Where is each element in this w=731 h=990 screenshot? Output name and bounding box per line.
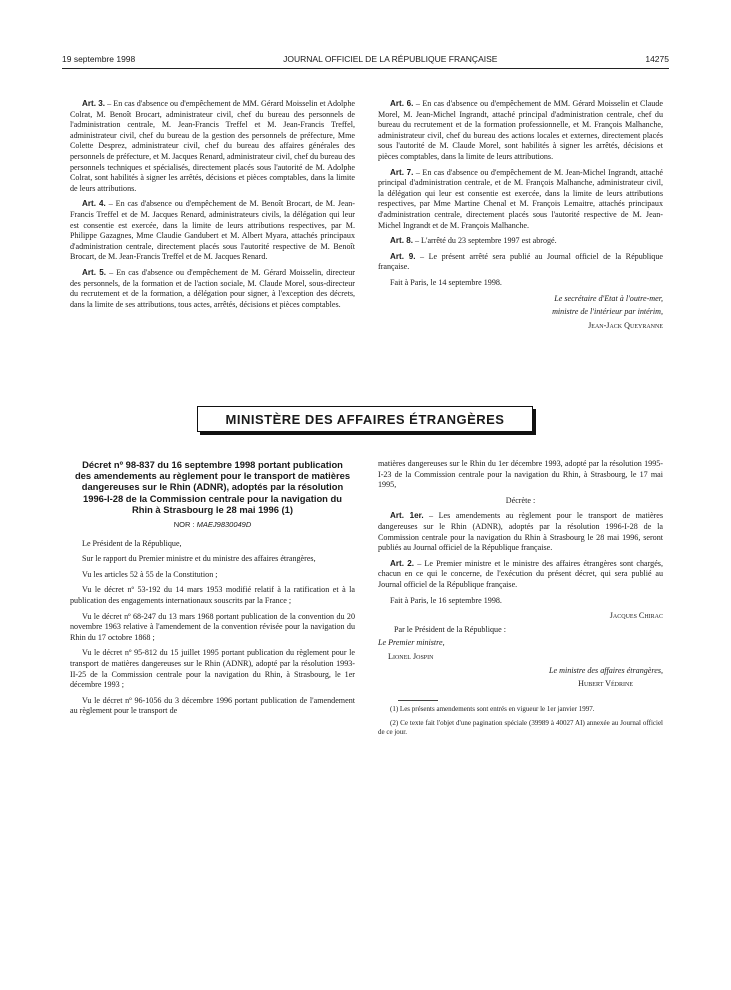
right-top-column — [378, 99, 663, 334]
article-text: – En cas d'absence ou d'empêchement de M. Jean-Michel Ingrandt, attaché principal d'administration centrale, et de M. François Malhanche, administrateur civil, la délégation qui leur est consentie est exercée, dans la limite de leurs attributions respectives, par Mme Martine Chenal et M. François Lemaitre, attachés principaux d'administration centrale, directement placés sous l'autorité respective de M. Jean-Michel Ingrandt et de M. François Malhanche. — [378, 167, 663, 230]
article-label: Art. 4. — [82, 199, 106, 209]
pm-role: Le Premier ministre, — [378, 638, 445, 648]
nor-label: NOR : — [173, 520, 195, 530]
nor-code: MAEJ9830049D — [196, 520, 252, 530]
article-text: – Le Premier ministre et le ministre des affaires étrangères sont chargés, chacun en ce qui le concerne, de l'exécution du présent décret, qui sera publié au Journal officiel de la République française. — [378, 558, 663, 589]
article-text: – En cas d'absence ou d'empêchement de MM. Gérard Moisselin et Claude Morel, M. Jean-Michel Ingrandt, attaché principal d'administration centrale, chef du bureau du recrutement et de la formation professionnelle, et M. François Malhanche, administrateur civil, chef du bureau des actions locales et externes, directement placés sous l'autorité de M. Claude Morel, sont habilités à signer les arrêtés, décisions et pièces comptables, dans la limite de leurs attributions. — [378, 99, 663, 161]
article-label: Art. 8. — [390, 236, 413, 246]
article-label: Art. 5. — [82, 267, 106, 277]
footnote-rule — [398, 700, 438, 701]
decree-paragraph: Vu le décret nº 68-247 du 13 mars 1968 portant publication de la convention du 20 novembre 1963 relative à l'amendement de la convention révisée pour la navigation du Rhin du 17 octobre 1868 ; — [70, 611, 355, 642]
signature-block — [378, 294, 663, 332]
ministry-heading: MINISTÈRE DES AFFAIRES ÉTRANGÈRES — [197, 406, 533, 432]
article-paragraph — [378, 511, 663, 553]
signature-block — [378, 611, 663, 690]
article-label: Art. 7. — [390, 167, 414, 177]
article-text: – En cas d'absence ou d'empêchement de M. Gérard Moisselin, directeur des personnels, de la formation et de l'action sociale, M. Claude Morel, sous-directeur du recrutement et de la formation, a délégation pour signer, à l'exception des décrets, dans la limite de ses attributions, tous actes, arrêtés, décisions et pièces comptables. — [70, 267, 355, 309]
decree-paragraph: Sur le rapport du Premier ministre et du ministre des affaires étrangères, — [82, 554, 316, 564]
fa-role: Le ministre des affaires étrangères, — [549, 665, 663, 675]
article-label: Art. 2. — [390, 558, 415, 568]
article-paragraph — [378, 559, 663, 591]
article-text: – En cas d'absence ou d'empêchement de M. Benoît Brocart, de M. Jean-Francis Treffel et de M. Jacques Renard, administrateurs civils, la délégation qui leur est consentie est exercée, dans la limite de leurs attributions respectives, par M. Philippe Gazagnes, Mme Claudie Gandubert et M. Albert Myara, attachés principaux d'administration centrale, directement placés sous l'autorité respective de M. Benoît Brocart, de M. Jean-Francis Treffel et de M. Jacques Renard. — [70, 199, 355, 262]
article-label: Art. 9. — [390, 251, 416, 261]
article-paragraph — [70, 99, 355, 194]
article-paragraph — [378, 236, 663, 247]
decree-decrete: Décrète : — [505, 495, 536, 505]
article-text: – En cas d'absence ou d'empêchement de MM. Gérard Moisselin et Adolphe Colrat, M. Benoît Brocart, administrateur civil, chef du bureau des personnels de l'administration centrale, M. Jean-Francis Treffel et M. Jean-Francis Treffel, administrateur civil, chef du bureau de la gestion des personnels de préfecture, Mme Colette Desprez, administrateur civil, chef du bureau des affaires générales des personnels de préfecture, et M. Jacques Renard, administrateur civil, chef du bureau des personnels techniques et spécialisés, directement placés sous l'autorité de M. Adolphe Colrat, sont habilités à signer les arrêtés, décisions et pièces comptables, dans la limite de leurs attributions. — [70, 99, 355, 193]
fa-name: Hubert Védrine — [578, 679, 633, 689]
page-header — [62, 54, 669, 64]
place-date: Fait à Paris, le 14 septembre 1998. — [390, 277, 502, 287]
place-date: Fait à Paris, le 16 septembre 1998. — [390, 595, 502, 605]
article-text: – Les amendements au règlement pour le transport de matières dangereuses sur le Rhin (ADNR), adoptés par la résolution 1996-I-28 de la Commission centrale pour la navigation du Rhin à Strasbourg le 28 mai 1996, seront publiés au Journal officiel de la République française. — [378, 511, 663, 553]
footnote: (2) Ce texte fait l'objet d'une pagination spéciale (39989 à 40027 AI) annexée au Journal officiel de ce jour. — [378, 718, 663, 736]
decree-title: Décret nº 98-837 du 16 septembre 1998 portant publication des amendements au règlement pour le transport de matières dangereuses sur le Rhin (ADNR), adoptés par la résolution 1996-I-28 de la Commission centrale pour la navigation du Rhin à Strasbourg le 28 mai 1996 (1) — [74, 459, 351, 515]
article-text: – Le présent arrêté sera publié au Journal officiel de la République française. — [378, 251, 663, 272]
left-top-column — [70, 99, 355, 315]
article-paragraph — [378, 168, 663, 232]
header-date: 19 septembre 1998 — [62, 54, 136, 64]
article-label: Art. 6. — [390, 99, 414, 108]
decree-paragraph: Vu le décret nº 96-1056 du 3 décembre 1996 portant publication de l'amendement au règlement pour le transport de — [70, 695, 355, 716]
decree-paragraph: Vu le décret nº 53-192 du 14 mars 1953 modifié relatif à la ratification et à la publication des engagements internationaux souscrits par la France ; — [70, 585, 355, 605]
decree-right-column — [378, 459, 663, 742]
article-paragraph — [70, 199, 355, 263]
article-paragraph — [378, 99, 663, 163]
signatory-role: Le secrétaire d'Etat à l'outre-mer, — [554, 293, 663, 303]
article-label: Art. 3. — [82, 99, 106, 108]
decree-paragraph: Vu les articles 52 à 55 de la Constitution ; — [82, 569, 218, 579]
article-text: – L'arrêté du 23 septembre 1997 est abrogé. — [412, 236, 557, 246]
decree-paragraph: Vu le décret nº 95-812 du 15 juillet 1995 portant publication du règlement pour le transport de matières dangereuses sur le Rhin (ADNR), adopté par la résolution 1993-II-25 de la Commission centrale pour la navigation du Rhin, à Strasbourg, le 1er décembre 1993 ; — [70, 648, 355, 690]
signatory-role: ministre de l'intérieur par intérim, — [552, 307, 663, 317]
nor-reference — [70, 520, 355, 531]
decree-left-column — [70, 459, 355, 722]
president-name: Jacques Chirac — [609, 611, 663, 621]
signatory-name: Jean-Jack Queyranne — [588, 320, 663, 330]
decree-continuation: matières dangereuses sur le Rhin du 1er décembre 1993, adopté par la résolution 1995-I-23 de la Commission centrale pour la navigation du Rhin, à Strasbourg, le 17 mai 1995, — [378, 459, 663, 490]
header-page-number: 14275 — [645, 54, 669, 64]
pm-name: Lionel Jospin — [388, 651, 434, 661]
footnote: (1) Les présents amendements sont entrés en vigueur le 1er janvier 1997. — [390, 704, 595, 713]
article-paragraph — [70, 268, 355, 310]
decree-paragraph: Le Président de la République, — [82, 538, 182, 548]
header-rule — [62, 68, 669, 69]
article-paragraph — [378, 252, 663, 273]
by-president-line: Par le Président de la République : — [394, 624, 506, 634]
article-label: Art. 1er. — [390, 511, 424, 521]
header-title: JOURNAL OFFICIEL DE LA RÉPUBLIQUE FRANÇAISE — [283, 54, 498, 64]
